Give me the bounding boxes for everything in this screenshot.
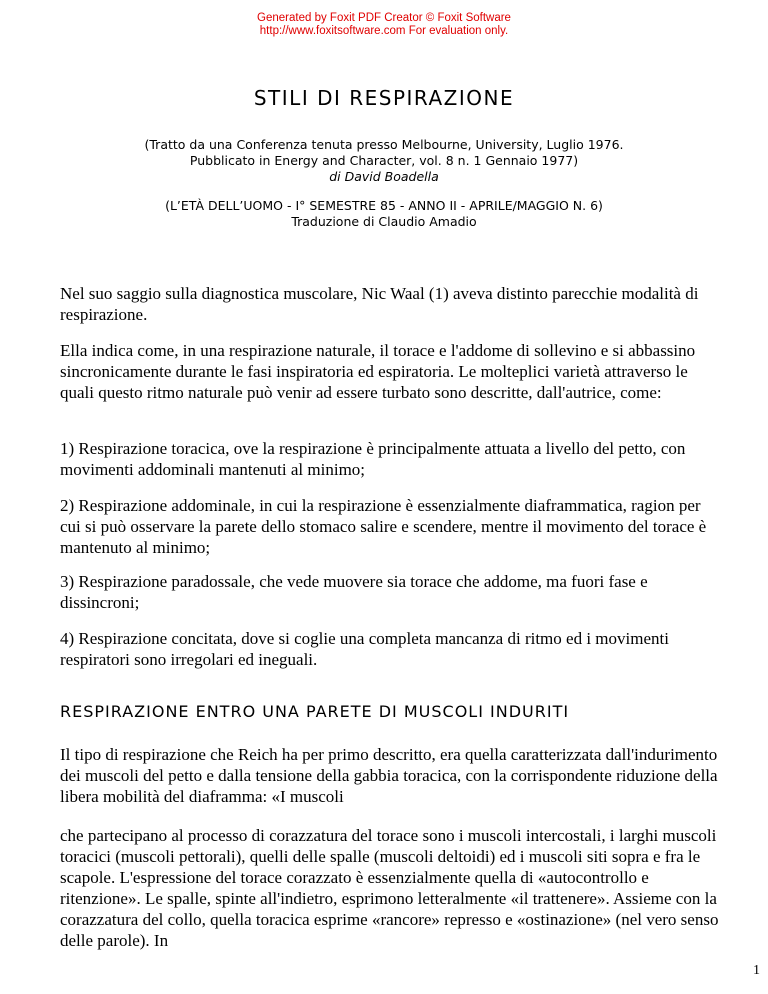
paragraph-text: Il tipo di respirazione che Reich ha per primo descritto, era quella caratterizzata dall'indurimento dei muscoli del petto e dalla tensione della gabbia toracica, con la corrispondente riduzione della libera mobilità del diaframma: «I muscoli [60,745,718,806]
paragraph-text: Ella indica come, in una respirazione naturale, il torace e l'addome di sollevino e si abbassino sincronicamente durante le fasi inspiratoria ed espiratoria. Le molteplici varietà attraverso le quali questo ritmo naturale può venir ad essere turbato sono descritte, dall'autrice, come: [60,341,696,402]
body-paragraph [60,825,720,951]
body-paragraph [60,628,720,670]
body-paragraph [60,340,720,403]
body-paragraph [60,438,720,480]
watermark-line-2: http://www.foxitsoftware.com For evaluation only. [259,25,509,37]
source-line-1: (Tratto da una Conferenza tenuta presso Melbourne, University, Luglio 1976. [144,137,624,152]
paragraph-text: 3) Respirazione paradossale, che vede muovere sia torace che addome, ma fuori fase e dissincroni; [60,572,648,612]
body-paragraph [60,571,720,613]
paragraph-text: 4) Respirazione concitata, dove si coglie una completa mancanza di ritmo ed i movimenti respiratori sono irregolari ed ineguali. [60,629,669,669]
paragraph-text: Nel suo saggio sulla diagnostica muscolare, Nic Waal (1) aveva distinto parecchie modalità di respirazione. [60,284,699,324]
paragraph-text: 2) Respirazione addominale, in cui la respirazione è essenzialmente diaframmatica, ragion per cui si può osservare la parete dello stomaco salire e scendere, mentre il movimento del torace è mantenuto al minimo; [60,496,707,557]
document-title: STILI DI RESPIRAZIONE [253,86,515,110]
page-number: 1 [753,963,760,978]
body-paragraph [60,744,720,807]
section-heading: RESPIRAZIONE ENTRO UNA PARETE DI MUSCOLI INDURITI [60,702,570,721]
body-paragraph [60,283,720,325]
paragraph-text: 1) Respirazione toracica, ove la respirazione è principalmente attuata a livello del petto, con movimenti addominali mantenuti al minimo; [60,439,686,479]
body-paragraph [60,495,720,558]
watermark-line-1: Generated by Foxit PDF Creator © Foxit Software [257,12,511,24]
author-line: di David Boadella [329,169,439,184]
magazine-reference: (L’ETÀ DELL’UOMO - I° SEMESTRE 85 - ANNO II - APRILE/MAGGIO N. 6) [165,198,603,213]
source-line-2: Pubblicato in Energy and Character, vol. 8 n. 1 Gennaio 1977) [189,153,579,168]
translator-line: Traduzione di Claudio Amadio [291,214,477,229]
paragraph-text: che partecipano al processo di corazzatura del torace sono i muscoli intercostali, i larghi muscoli toracici (muscoli pettorali), quelli delle spalle (muscoli deltoidi) ed i muscoli siti sopra e fra le scapole. L'espressione del torace corazzato è essenzialmente quella di «autocontrollo e ritenzione». Le spalle, spinte all'indietro, esprimono letteralmente «il trattenere». Assieme con la corazzatura del collo, quella toracica esprime «rancore» represso e «ostinazione» (nel vero senso delle parole). In [60,826,719,950]
